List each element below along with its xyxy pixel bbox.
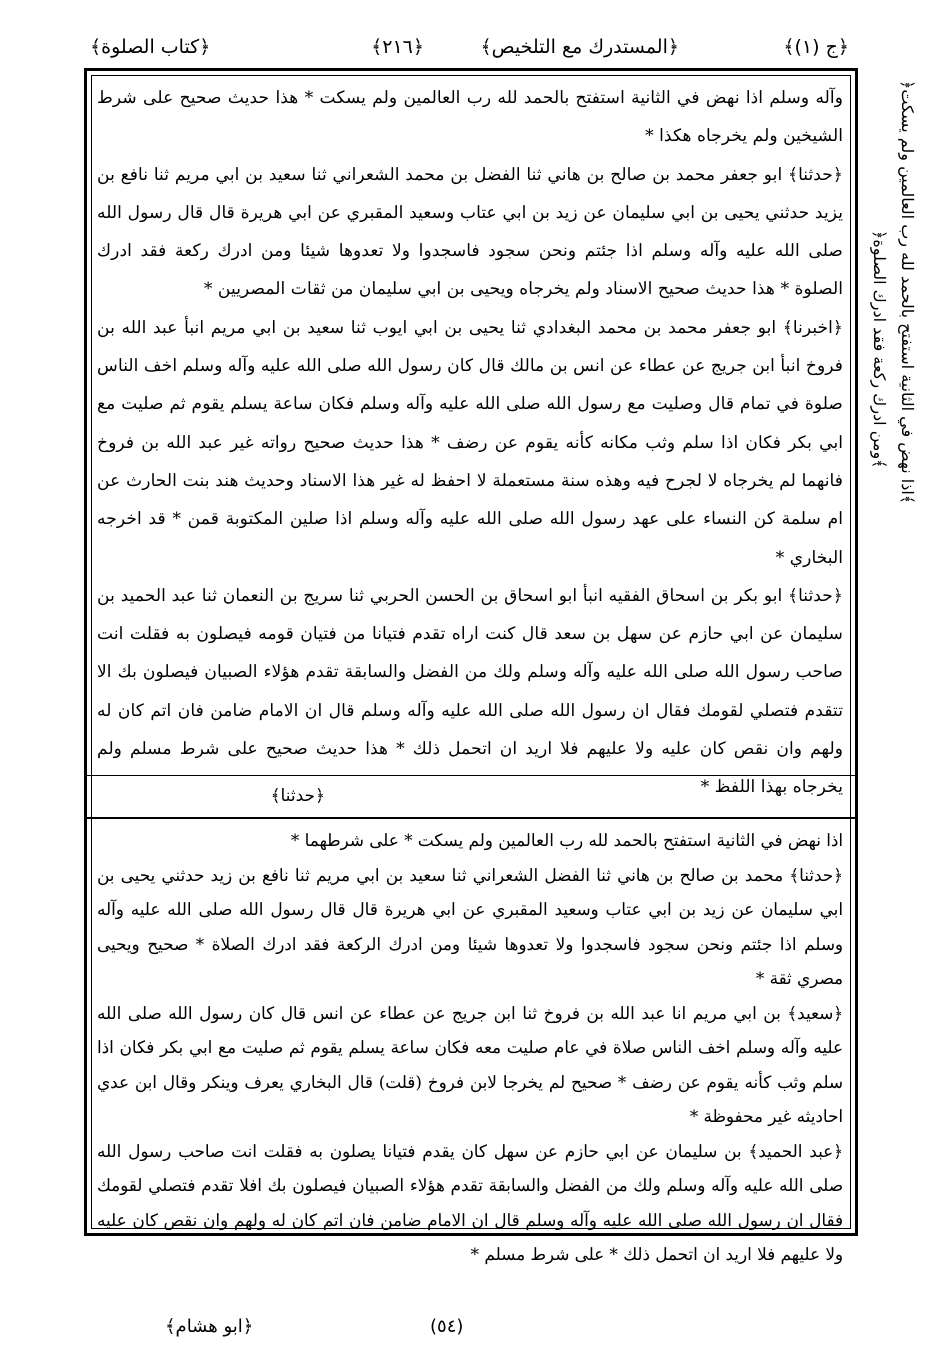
summary-paragraph: ﴿حدثنا﴾ محمد بن صالح بن هاني ثنا الفضل الشعراني ثنا سعيد بن ابي مريم ثنا نافع بن زيد حدثني يحيى بن ابي سليمان عن زيد بن ابي عتاب وسعيد المقبري عن ابي هريرة قال قال رسول الله صلى الله عليه وآله وسلم اذا جئتم ونحن سجود فاسجدوا ولا تعدوها شيئا ومن ادرك الركعة فقد ادرك الصلاة * صحيح ويحيى مصري ثقة * <box>97 864 843 988</box>
section-divider <box>87 775 855 776</box>
page-number-top: ﴿٢١٦﴾ <box>371 36 424 58</box>
main-text <box>97 79 843 807</box>
chapter-title: ﴿كتاب الصلوة﴾ <box>90 36 211 58</box>
section-mark: ﴿حدثنا﴾ <box>270 786 325 806</box>
book-title: ﴿المستدرك مع التلخيص﴾ <box>480 36 679 58</box>
section-divider <box>87 817 855 819</box>
margin-note: ﴿اذا نهض في الثانية استفتح بالحمد لله رب العالمين ولم يسكت﴾ <box>898 80 917 505</box>
main-paragraph: وآله وسلم اذا نهض في الثانية استفتح بالحمد لله رب العالمين ولم يسكت * هذا حديث صحيح على شرط الشيخين ولم يخرجاه هكذا * <box>97 88 843 147</box>
main-paragraph: ﴿حدثنا﴾ ابو جعفر محمد بن صالح بن هاني ثنا الفضل بن محمد الشعراني ثنا سعيد بن ابي مريم ثنا نافع بن يزيد حدثني يحيى بن ابي سليمان عن زيد بن ابي عتاب وسعيد المقبري عن ابي هريرة قال قال رسول الله صلى الله عليه وآله وسلم اذا جئتم ونحن سجود فاسجدوا ولا تعدوها شيئا ومن ادرك ركعة فقد ادرك الصلوة * هذا حديث صحيح الاسناد ولم يخرجاه ويحيى بن ابي سليمان من ثقات المصريين * <box>97 164 843 300</box>
margin-note: ﴿ومن ادرك ركعة فقد ادرك الصلوة﴾ <box>870 230 889 469</box>
summary-text <box>97 823 843 1272</box>
summary-paragraph: ﴿عبد الحميد﴾ بن سليمان عن ابي حازم عن سهل كان يقدم فتيانا يصلون به فقلت انت صاحب رسول الله صلى الله عليه وآله وسلم ولك من الفضل والسابقة تقدم هؤلاء الصبيان فيصلون بك افلا تقدم فتصلي لقومك فقال ان رسول الله صلى الله عليه وآله وسلم قال ان الامام ضامن فان اتم كان له ولهم وان نقص كان عليه ولا عليهم فلا اريد ان اتحمل ذلك * على شرط مسلم * <box>97 1140 843 1264</box>
text-frame <box>84 68 858 1264</box>
summary-paragraph: اذا نهض في الثانية استفتح بالحمد لله رب العالمين ولم يسكت * على شرطهما * <box>290 830 843 850</box>
volume-label: ﴿ج (١)﴾ <box>783 36 849 58</box>
main-paragraph: ﴿اخبرنا﴾ ابو جعفر محمد بن محمد البغدادي ثنا يحيى بن ابي ايوب ثنا سعيد بن ابي مريم انبأ عبد الله بن فروخ انبأ ابن جريج عن عطاء عن انس بن مالك قال كان رسول الله صلى الله عليه وآله وسلم اخف الناس صلوة في تمام قال وصليت مع رسول الله صلى الله عليه وآله وسلم فكان ساعة يسلم يقوم ثم صليت مع ابي بكر فكان اذا سلم وثب مكانه كأنه يقوم عن رضف * هذا حديث صحيح رواته غير عبد الله بن فروخ فانهما لم يخرجاه لا لجرح فيه وهذه سنة مستعملة لا احفظ له غير هذا الاسناد وحديث هند بنت الحارث عن ام سلمة كن النساء على عهد رسول الله صلى الله عليه وآله وسلم اذا صلين المكتوبة قمن * قد اخرجه البخاري * <box>97 317 843 568</box>
running-header <box>90 30 849 68</box>
summary-paragraph: ﴿سعيد﴾ بن ابي مريم انا عبد الله بن فروخ ثنا ابن جريج عن عطاء عن انس قال كان رسول الله صلى الله عليه وآله وسلم اخف الناس صلاة في عام صليت معه فكان ساعة يسلم يقوم ثم صليت مع ابي بكر فكان اذا سلم وثب كأنه يقوم عن رضف * صحيح لم يخرجا لابن فروخ (قلت) قال البخاري يعرف وينكر وقال ابن عدي احاديثه غير محفوظة * <box>97 1002 843 1126</box>
margin-notes <box>862 80 932 505</box>
page-number-bottom: (٥٤) <box>430 1316 464 1337</box>
main-paragraph: ﴿حدثنا﴾ ابو بكر بن اسحاق الفقيه انبأ ابو اسحاق بن الحسن الحربي ثنا سريج بن النعمان ثنا عبد الحميد بن سليمان عن ابي حازم عن سهل بن سعد قال كنت اراه تقدم فتيانا من فتيان قومه فيصلون به فقلت انت صاحب رسول الله صلى الله عليه وآله وسلم ولك من الفضل والسابقة تقدم هؤلاء الصبيان فيصلون بك الا تتقدم فتصلي لقومك فقال ان رسول الله صلى الله عليه وآله وسلم قال ان الامام ضامن فان اتم كان له ولهم وان نقص كان عليه ولا عليهم فلا اريد ان اتحمل ذلك * هذا حديث صحيح على شرط مسلم ولم يخرجاه بهذا اللفظ * <box>97 585 843 798</box>
scribe-name: ﴿ابو هشام﴾ <box>165 1316 254 1337</box>
